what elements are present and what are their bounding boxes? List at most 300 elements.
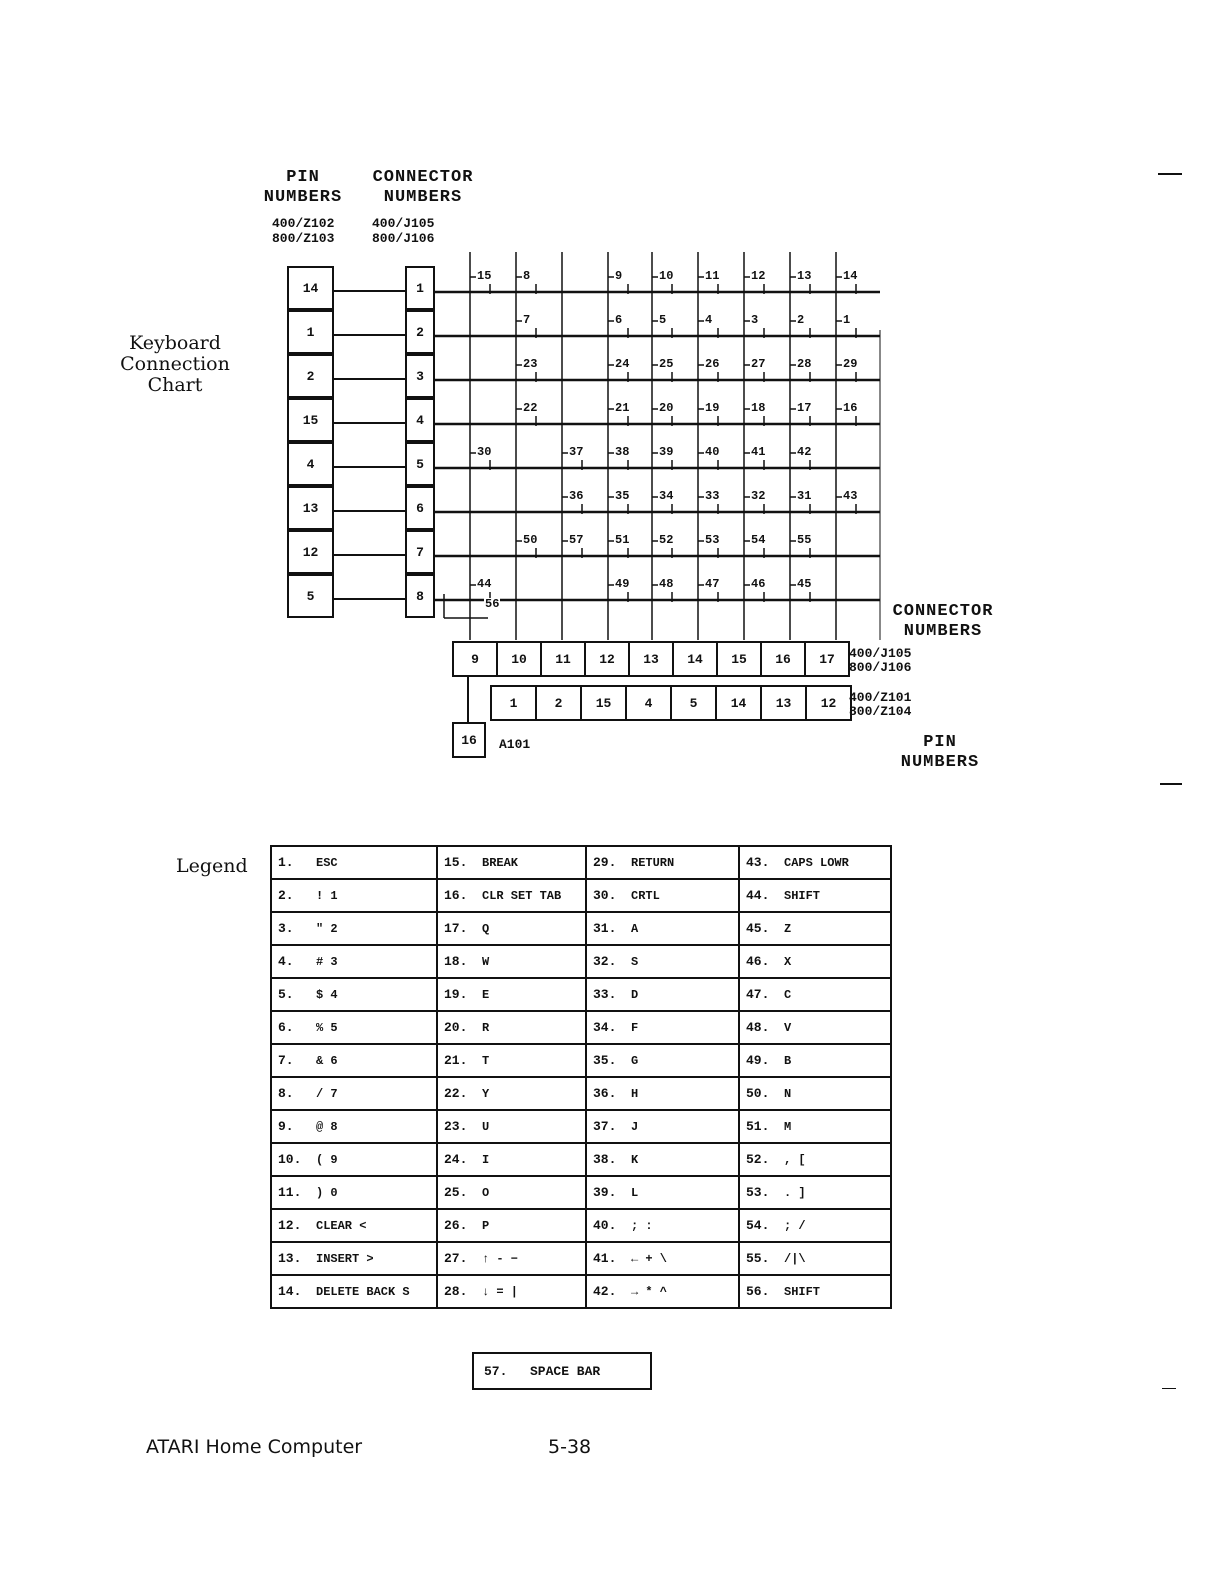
legend-cell [437,1011,586,1044]
legend-key-label: ! 1 [316,889,338,903]
key-number-cell: 25 [659,357,674,371]
key-number-cell: 39 [659,445,674,459]
key-number-cell: 24 [615,357,630,371]
key-number-cell: 14 [843,269,858,283]
legend-key-number: 6. [278,1020,294,1035]
legend-cell [586,1275,739,1308]
legend-cell [739,846,891,879]
legend-key-number: 43. [746,855,770,870]
legend-key-label: DELETE BACK S [316,1285,410,1299]
legend-key-label: SHIFT [784,1285,821,1299]
legend-cell [271,1143,437,1176]
pin-box-3: 15 [287,398,334,442]
legend-key-number: 27. [444,1251,468,1266]
legend-cell [271,978,437,1011]
space-bar-label: SPACE BAR [530,1363,601,1379]
bottom-pin-box-6: 13 [760,685,807,721]
legend-cell [586,879,739,912]
legend-cell [586,1209,739,1242]
key-number-cell: 17 [797,401,812,415]
page-number: 5-38 [548,1436,592,1458]
key-number-cell: 21 [615,401,630,415]
key-number-cell: 1 [843,313,851,327]
legend-row [271,1110,891,1143]
legend-key-label: N [784,1087,792,1101]
bottom-pins-line2: 800/Z104 [849,704,912,719]
legend-key-number: 54. [746,1218,770,1233]
pin-box-6: 12 [287,530,334,574]
legend-row [271,1011,891,1044]
legend-key-number: 12. [278,1218,302,1233]
legend-key-number: 25. [444,1185,468,1200]
legend-cell [586,1242,739,1275]
bottom-connector-box-1: 10 [496,641,542,677]
legend-cell [739,1011,891,1044]
key-number-cell: 37 [569,445,584,459]
key-number-cell: 5 [659,313,667,327]
legend-key-label: $ 4 [316,988,338,1002]
legend-cell [271,1209,437,1242]
legend-key-number: 49. [746,1053,770,1068]
pin-box-2: 2 [287,354,334,398]
key-number-cell: 11 [705,269,720,283]
key-number-cell: 26 [705,357,720,371]
legend-key-label: O [482,1186,490,1200]
legend-cell [586,1044,739,1077]
pin-sub-line1: 400/Z102 [272,216,335,231]
legend-key-label: A [631,922,639,936]
legend-cell [739,1275,891,1308]
legend-row [271,1209,891,1242]
legend-cell [739,978,891,1011]
legend-key-number: 23. [444,1119,468,1134]
bottom-connector-box-0: 9 [452,641,498,677]
pin-sub-line2: 800/Z103 [272,231,335,246]
legend-key-number: 26. [444,1218,468,1233]
key-number-cell: 4 [705,313,713,327]
legend-cell [271,1044,437,1077]
legend-key-label: CLR SET TAB [482,889,562,903]
legend-key-number: 9. [278,1119,294,1134]
key-number-cell: 3 [751,313,759,327]
key-number-cell: 31 [797,489,812,503]
legend-key-label: ↓ = | [482,1285,519,1299]
connector-box-3: 4 [405,398,435,442]
legend-row [271,978,891,1011]
legend-key-number: 1. [278,855,294,870]
key-number-cell: 29 [843,357,858,371]
legend-key-label: " 2 [316,922,338,936]
legend-key-number: 5. [278,987,294,1002]
legend-key-label: & 6 [316,1054,338,1068]
legend-cell [739,1044,891,1077]
legend-cell [437,1044,586,1077]
bottom-connector-box-4: 13 [628,641,674,677]
legend-key-label: ↑ - − [482,1252,519,1266]
legend-cell [437,1077,586,1110]
right-connector-line2: NUMBERS [903,622,983,641]
legend-key-label: ESC [316,856,338,870]
legend-key-number: 8. [278,1086,294,1101]
connector-box-0: 1 [405,266,435,310]
a101-label: A101 [499,737,531,752]
legend-key-number: 15. [444,855,468,870]
key-number-cell: 32 [751,489,766,503]
legend-key-number: 20. [444,1020,468,1035]
legend-key-number: 37. [593,1119,617,1134]
legend-cell [437,1176,586,1209]
legend-cell [271,945,437,978]
key-number-cell: 30 [477,445,492,459]
key-number-cell: 8 [523,269,531,283]
connector-sub-line1: 400/J105 [372,216,435,231]
key-number-cell: 13 [797,269,812,283]
legend-key-number: 4. [278,954,294,969]
pin-header-line1: PIN [286,168,320,187]
key-number-cell: 22 [523,401,538,415]
key-number-cell: 40 [705,445,720,459]
bottom-pin-box-2: 15 [580,685,627,721]
legend-key-label: I [482,1153,490,1167]
legend-cell [586,1176,739,1209]
key-number-cell: 10 [659,269,674,283]
pin-box-5: 13 [287,486,334,530]
scan-mark [1160,783,1182,785]
legend-key-label: ( 9 [316,1153,338,1167]
legend-row [271,1176,891,1209]
connector-box-1: 2 [405,310,435,354]
key-number-cell: 7 [523,313,531,327]
connector-sub-line2: 800/J106 [372,231,435,246]
legend-key-number: 31. [593,921,617,936]
legend-key-label: S [631,955,639,969]
legend-key-label: ; / [784,1219,806,1233]
legend-key-number: 11. [278,1185,302,1200]
connector-header-line2: NUMBERS [383,188,463,207]
legend-cell [586,1143,739,1176]
chart-title-line1: Keyboard [129,332,221,354]
key-number-cell: 49 [615,577,630,591]
legend-key-number: 7. [278,1053,294,1068]
key-number-cell: 34 [659,489,674,503]
legend-key-number: 44. [746,888,770,903]
right-connector-label [880,602,1006,642]
legend-key-label: BREAK [482,856,519,870]
legend-key-number: 39. [593,1185,617,1200]
pin-box-4: 4 [287,442,334,486]
legend-cell [739,912,891,945]
legend-key-number: 38. [593,1152,617,1167]
key-number-cell: 20 [659,401,674,415]
bottom-connector-line2: 800/J106 [849,660,912,675]
key-number-cell: 57 [569,533,584,547]
key-number-cell: 38 [615,445,630,459]
connector-header-line1: CONNECTOR [372,168,474,187]
bottom-connector-box-7: 16 [760,641,806,677]
legend-key-label: % 5 [316,1021,338,1035]
legend-cell [271,879,437,912]
key-number-cell: 55 [797,533,812,547]
legend-cell [437,1143,586,1176]
legend-row [271,1044,891,1077]
legend-key-number: 32. [593,954,617,969]
legend-cell [739,1143,891,1176]
legend-title: Legend [176,855,248,877]
key-number-cell: 18 [751,401,766,415]
legend-key-number: 47. [746,987,770,1002]
legend-cell [586,1110,739,1143]
key-number-cell: 42 [797,445,812,459]
key-number-56: 56 [485,597,500,611]
legend-cell [586,1011,739,1044]
pin-box-7: 5 [287,574,334,618]
bottom-connector-box-5: 14 [672,641,718,677]
key-number-cell: 44 [477,577,492,591]
right-pin-line1: PIN [923,733,957,752]
legend-key-number: 41. [593,1251,617,1266]
legend-cell [271,1242,437,1275]
legend-key-number: 33. [593,987,617,1002]
legend-cell [271,1176,437,1209]
legend-cell [739,1110,891,1143]
legend-key-label: . ] [784,1186,806,1200]
bottom-connector-box-2: 11 [540,641,586,677]
chart-title-line3: Chart [147,374,203,396]
legend-cell [271,1011,437,1044]
key-number-cell: 27 [751,357,766,371]
legend-key-number: 56. [746,1284,770,1299]
bottom-connector-box-6: 15 [716,641,762,677]
legend-key-number: 35. [593,1053,617,1068]
legend-key-number: 16. [444,888,468,903]
pin-header-line2: NUMBERS [263,188,343,207]
legend-cell [271,1077,437,1110]
bottom-pin-box-3: 4 [625,685,672,721]
legend-key-label: / 7 [316,1087,338,1101]
key-number-cell: 46 [751,577,766,591]
space-bar-number: 57. [484,1363,508,1379]
legend-key-number: 48. [746,1020,770,1035]
legend-key-label: U [482,1120,490,1134]
legend-key-label: ; : [631,1219,653,1233]
a101-box: 16 [452,722,486,758]
legend-key-number: 34. [593,1020,617,1035]
legend-key-number: 2. [278,888,294,903]
key-number-cell: 53 [705,533,720,547]
legend-key-label: @ 8 [316,1120,338,1134]
legend-key-number: 21. [444,1053,468,1068]
key-number-cell: 45 [797,577,812,591]
legend-cell [739,1209,891,1242]
scan-mark [1158,173,1182,175]
legend-key-number: 42. [593,1284,617,1299]
key-number-cell: 36 [569,489,584,503]
legend-cell [586,945,739,978]
legend-key-number: 40. [593,1218,617,1233]
legend-key-number: 10. [278,1152,302,1167]
legend-cell [271,1275,437,1308]
legend-cell [271,1110,437,1143]
legend-key-number: 14. [278,1284,302,1299]
legend-key-label: M [784,1120,792,1134]
legend-key-number: 52. [746,1152,770,1167]
legend-key-label: W [482,955,490,969]
bottom-pins-label [849,691,911,719]
legend-cell [586,846,739,879]
connector-box-7: 8 [405,574,435,618]
key-number-cell: 28 [797,357,812,371]
legend-key-number: 17. [444,921,468,936]
legend-key-number: 36. [593,1086,617,1101]
legend-key-label: → * ^ [631,1285,668,1299]
bottom-connector-box-3: 12 [584,641,630,677]
legend-key-number: 29. [593,855,617,870]
legend-cell [437,1110,586,1143]
chart-title-line2: Connection [120,353,230,375]
legend-row [271,1275,891,1308]
legend-key-label: Z [784,922,792,936]
legend-key-number: 30. [593,888,617,903]
legend-cell [586,978,739,1011]
space-bar-entry [472,1352,652,1390]
key-number-cell: 52 [659,533,674,547]
legend-key-label: # 3 [316,955,338,969]
legend-row [271,879,891,912]
legend-cell [739,1242,891,1275]
legend-cell [739,1077,891,1110]
legend-key-number: 18. [444,954,468,969]
scan-mark [1162,1388,1176,1389]
legend-row [271,1143,891,1176]
legend-key-label: /|\ [784,1252,806,1266]
connector-box-5: 6 [405,486,435,530]
legend-key-label: E [482,988,490,1002]
legend-row [271,945,891,978]
bottom-pin-box-0: 1 [490,685,537,721]
legend-row [271,1242,891,1275]
bottom-pin-box-7: 12 [805,685,852,721]
bottom-pin-box-1: 2 [535,685,582,721]
legend-key-label: CRTL [631,889,660,903]
bottom-pin-box-5: 14 [715,685,762,721]
legend-key-number: 53. [746,1185,770,1200]
legend-cell [437,978,586,1011]
legend-key-label: B [784,1054,792,1068]
legend-cell [586,1077,739,1110]
legend-key-label: ← + \ [631,1252,668,1266]
key-number-cell: 47 [705,577,720,591]
legend-key-label: D [631,988,639,1002]
bottom-pin-box-4: 5 [670,685,717,721]
legend-key-number: 22. [444,1086,468,1101]
legend-table [270,845,892,1309]
legend-row [271,912,891,945]
key-number-cell: 54 [751,533,766,547]
legend-cell [739,1176,891,1209]
bottom-connector-box-8: 17 [804,641,850,677]
pin-box-1: 1 [287,310,334,354]
legend-key-number: 19. [444,987,468,1002]
legend-key-label: RETURN [631,856,675,870]
key-number-cell: 51 [615,533,630,547]
legend-key-number: 46. [746,954,770,969]
legend-cell [437,1209,586,1242]
legend-key-label: R [482,1021,490,1035]
legend-key-label: INSERT > [316,1252,374,1266]
legend-key-label: Q [482,922,490,936]
legend-key-label: CLEAR < [316,1219,367,1233]
key-number-cell: 23 [523,357,538,371]
legend-key-label: Y [482,1087,490,1101]
connector-box-2: 3 [405,354,435,398]
legend-key-label: G [631,1054,639,1068]
legend-key-number: 3. [278,921,294,936]
key-number-cell: 9 [615,269,623,283]
legend-cell [586,912,739,945]
legend-row [271,846,891,879]
legend-cell [437,1242,586,1275]
key-number-cell: 50 [523,533,538,547]
legend-key-label: T [482,1054,490,1068]
legend-cell [437,1275,586,1308]
legend-cell [739,945,891,978]
legend-key-label: J [631,1120,639,1134]
footer-title: ATARI Home Computer [146,1436,363,1458]
right-pin-label [885,733,995,773]
legend-key-label: V [784,1021,792,1035]
legend-key-label: C [784,988,792,1002]
legend-key-number: 51. [746,1119,770,1134]
legend-cell [739,879,891,912]
legend-key-number: 24. [444,1152,468,1167]
legend-key-number: 45. [746,921,770,936]
key-number-cell: 19 [705,401,720,415]
right-connector-line1: CONNECTOR [892,602,994,621]
bottom-pins-line1: 400/Z101 [849,690,912,705]
key-number-cell: 33 [705,489,720,503]
legend-key-number: 55. [746,1251,770,1266]
key-number-cell: 6 [615,313,623,327]
legend-cell [437,945,586,978]
key-number-cell: 48 [659,577,674,591]
connector-box-4: 5 [405,442,435,486]
legend-cell [437,879,586,912]
key-number-cell: 43 [843,489,858,503]
key-number-cell: 41 [751,445,766,459]
key-number-cell: 15 [477,269,492,283]
legend-cell [271,846,437,879]
legend-key-label: , [ [784,1153,806,1167]
bottom-connector-line1: 400/J105 [849,646,912,661]
right-pin-line2: NUMBERS [900,753,980,772]
key-number-cell: 16 [843,401,858,415]
legend-key-label: L [631,1186,639,1200]
legend-key-label: K [631,1153,639,1167]
bottom-connector-label [849,647,911,675]
legend-key-label: F [631,1021,639,1035]
pin-box-0: 14 [287,266,334,310]
legend-key-label: P [482,1219,490,1233]
legend-key-label: ) 0 [316,1186,338,1200]
legend-key-label: CAPS LOWR [784,856,849,870]
legend-key-number: 13. [278,1251,302,1266]
key-number-cell: 2 [797,313,805,327]
legend-key-label: X [784,955,792,969]
legend-key-number: 28. [444,1284,468,1299]
legend-key-number: 50. [746,1086,770,1101]
legend-row [271,1077,891,1110]
key-number-cell: 35 [615,489,630,503]
